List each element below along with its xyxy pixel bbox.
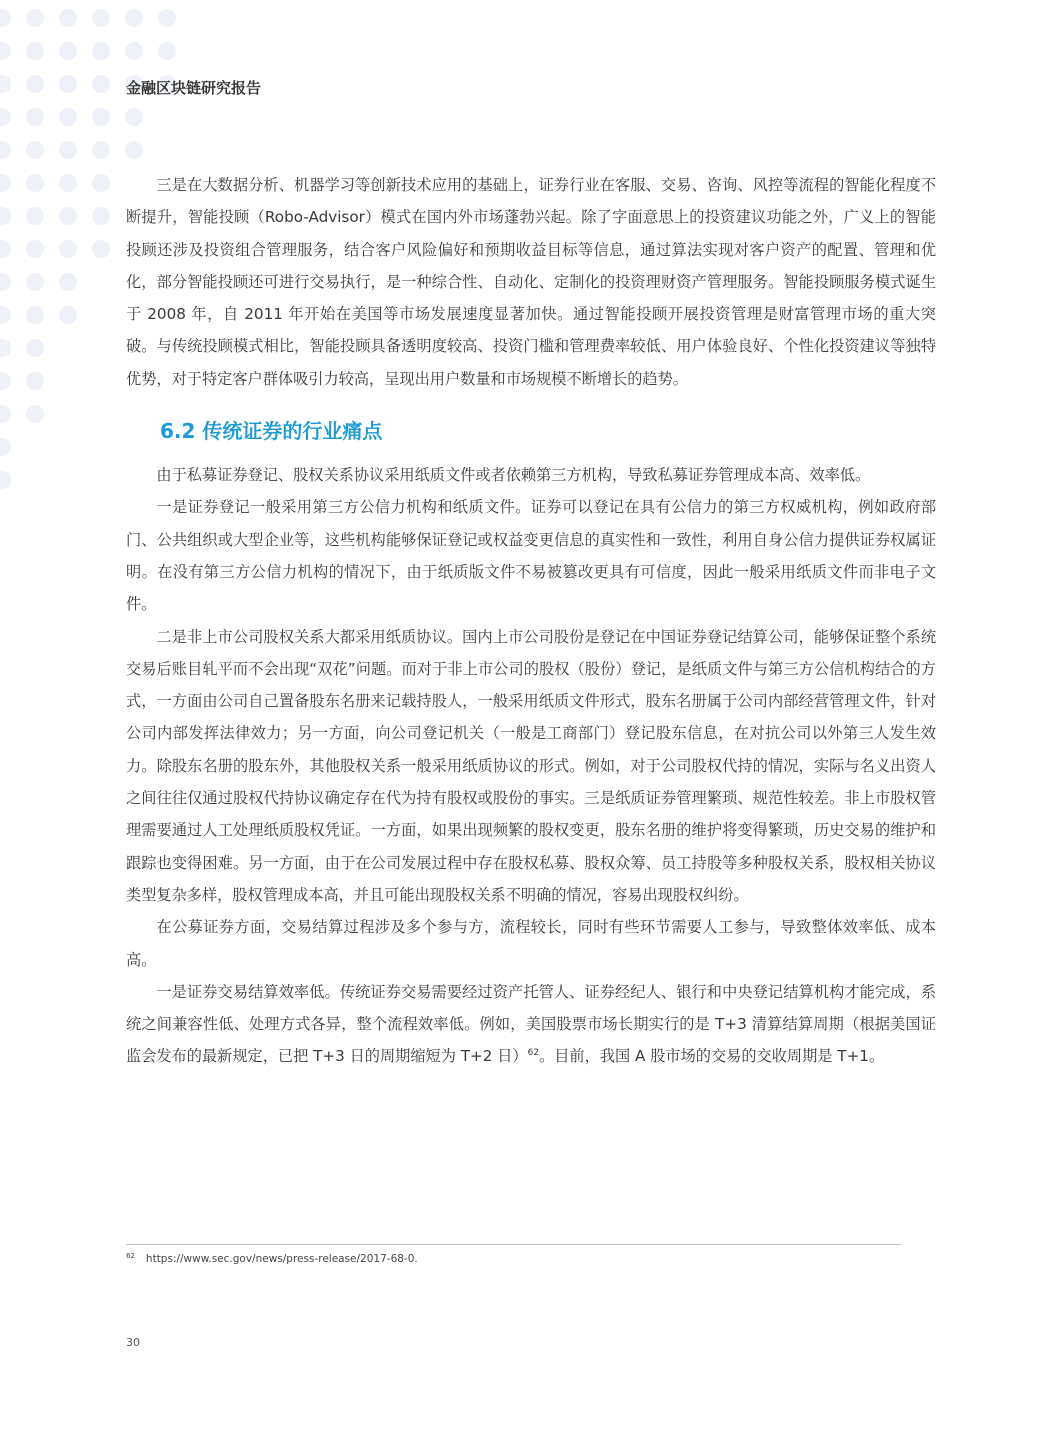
- decorative-dot: [26, 405, 44, 423]
- decorative-dot: [59, 75, 77, 93]
- footnote-reference[interactable]: 62: [527, 1048, 540, 1059]
- body-paragraph: 一是证券登记一般采用第三方公信力机构和纸质文件。证券可以登记在具有公信力的第三方权威机构，例如政府部门、公共组织或大型企业等，这些机构能够保证登记或权益变更信息的真实性和一致性，利用自身公信力提供证券权属证明。在没有第三方公信力机构的情况下，由于纸质版文件不易被篡改更具有可信度，因此一般采用纸质文件而非电子文件。: [126, 498, 936, 614]
- decorative-dot: [26, 42, 44, 60]
- body-paragraph: [126, 976, 936, 1073]
- decorative-dot: [26, 174, 44, 192]
- decorative-dot: [26, 306, 44, 324]
- decorative-dot: [158, 42, 176, 60]
- body-paragraph: 在公募证券方面，交易结算过程涉及多个参与方，流程较长，同时有些环节需要人工参与，导致整体效率低、成本高。: [126, 918, 936, 969]
- decorative-dot: [59, 141, 77, 159]
- decorative-dot: [26, 273, 44, 291]
- decorative-dot: [59, 207, 77, 225]
- decorative-dot: [125, 42, 143, 60]
- decorative-dot: [26, 339, 44, 357]
- decorative-dot: [0, 108, 11, 126]
- decorative-dot: [26, 108, 44, 126]
- decorative-dot: [26, 207, 44, 225]
- decorative-dot: [125, 108, 143, 126]
- decorative-dot: [158, 9, 176, 27]
- page-number: 30: [126, 1336, 140, 1349]
- decorative-dot: [0, 174, 11, 192]
- decorative-dot: [0, 75, 11, 93]
- decorative-dot: [26, 240, 44, 258]
- decorative-dot: [0, 207, 11, 225]
- decorative-dot: [0, 438, 11, 456]
- decorative-dot: [0, 240, 11, 258]
- decorative-dot: [92, 9, 110, 27]
- running-header-title: 金融区块链研究报告: [126, 79, 262, 97]
- decorative-dot: [26, 141, 44, 159]
- section-heading: 6.2 传统证券的行业痛点: [160, 419, 383, 444]
- decorative-dot: [92, 141, 110, 159]
- decorative-dot: [0, 9, 11, 27]
- footnote-divider: [126, 1244, 901, 1245]
- decorative-dot: [59, 42, 77, 60]
- decorative-dot: [92, 42, 110, 60]
- decorative-dot: [92, 240, 110, 258]
- footnote-number: 62: [126, 1252, 135, 1260]
- body-paragraph: 二是非上市公司股权关系大都采用纸质协议。国内上市公司股份是登记在中国证券登记结算公司，能够保证整个系统交易后账目轧平而不会出现“双花”问题。而对于非上市公司的股权（股份）登记，是纸质文件与第三方公信机构结合的方式，一方面由公司自己置备股东名册来记载持股人，一般采用纸质文件形式，股东名册属于公司内部经营管理文件，针对公司内部发挥法律效力；另一方面，向公司登记机关（一般是工商部门）登记股东信息，在对抗公司以外第三人发生效力。除股东名册的股东外，其他股权关系一般采用纸质协议的形式。例如，对于公司股权代持的情况，实际与名义出资人之间往往仅通过股权代持协议确定存在代为持有股权或股份的事实。三是纸质证券管理繁琐、规范性较差。非上市股权管理需要通过人工处理纸质股权凭证。一方面，如果出现频繁的股权变更，股东名册的维护将变得繁琐，历史交易的维护和跟踪也变得困难。另一方面，由于在公司发展过程中存在股权私募、股权众筹、员工持股等多种股权关系，股权相关协议类型复杂多样，股权管理成本高，并且可能出现股权关系不明确的情况，容易出现股权纠纷。: [126, 627, 936, 904]
- decorative-dot: [59, 240, 77, 258]
- decorative-dot: [59, 306, 77, 324]
- decorative-dot: [59, 273, 77, 291]
- decorative-dot: [92, 75, 110, 93]
- decorative-dot: [0, 372, 11, 390]
- paragraph-text: 。目前，我国 A 股市场的交易的交收周期是 T+1。: [539, 1047, 885, 1066]
- decorative-dot: [26, 9, 44, 27]
- decorative-dot: [125, 141, 143, 159]
- decorative-dot: [92, 174, 110, 192]
- paragraph-text: 一是证券交易结算效率低。传统证券交易需要经过资产托管人、证券经纪人、银行和中央登记结算机构才能完成，系统之间兼容性低、处理方式各异，整个流程效率低。例如，美国股票市场长期实行的是 T+3 清算结算周期（根据美国证监会发布的最新规定，已把 T+3 日的周期缩短为 T+2 日）: [126, 982, 936, 1066]
- footnote: [126, 1252, 418, 1265]
- decorative-dot: [59, 108, 77, 126]
- decorative-dot: [0, 471, 11, 489]
- decorative-dot: [0, 42, 11, 60]
- decorative-dot: [0, 273, 11, 291]
- body-paragraph: 三是在大数据分析、机器学习等创新技术应用的基础上，证券行业在客服、交易、咨询、风控等流程的智能化程度不断提升，智能投顾（Robo-Advisor）模式在国内外市场蓬勃兴起。除了字面意思上的投资建议功能之外，广义上的智能投顾还涉及投资组合管理服务，结合客户风险偏好和预期收益目标等信息，通过算法实现对客户资产的配置、管理和优化，部分智能投顾还可进行交易执行，是一种综合性、自动化、定制化的投资理财资产管理服务。智能投顾服务模式诞生于 2008 年，自 2011 年开始在美国等市场发展速度显著加快。通过智能投顾开展投资管理是财富管理市场的重大突破。与传统投顾模式相比，智能投顾具备透明度较高、投资门槛和管理费率较低、用户体验良好、个性化投资建议等独特优势，对于特定客户群体吸引力较高，呈现出用户数量和市场规模不断增长的趋势。: [126, 176, 936, 388]
- footnote-link[interactable]: https://www.sec.gov/news/press-release/2017-68-0.: [145, 1253, 418, 1265]
- decorative-dot: [59, 174, 77, 192]
- decorative-dot: [0, 339, 11, 357]
- decorative-dot: [59, 9, 77, 27]
- decorative-dot: [92, 207, 110, 225]
- decorative-dot: [26, 372, 44, 390]
- decorative-dot: [0, 405, 11, 423]
- decorative-dot: [26, 75, 44, 93]
- decorative-dot: [92, 108, 110, 126]
- body-paragraph: 由于私募证券登记、股权关系协议采用纸质文件或者依赖第三方机构，导致私募证券管理成本高、效率低。: [156, 466, 871, 485]
- decorative-dot: [0, 306, 11, 324]
- decorative-dot: [125, 9, 143, 27]
- decorative-dot: [0, 141, 11, 159]
- body-content: [126, 169, 936, 1073]
